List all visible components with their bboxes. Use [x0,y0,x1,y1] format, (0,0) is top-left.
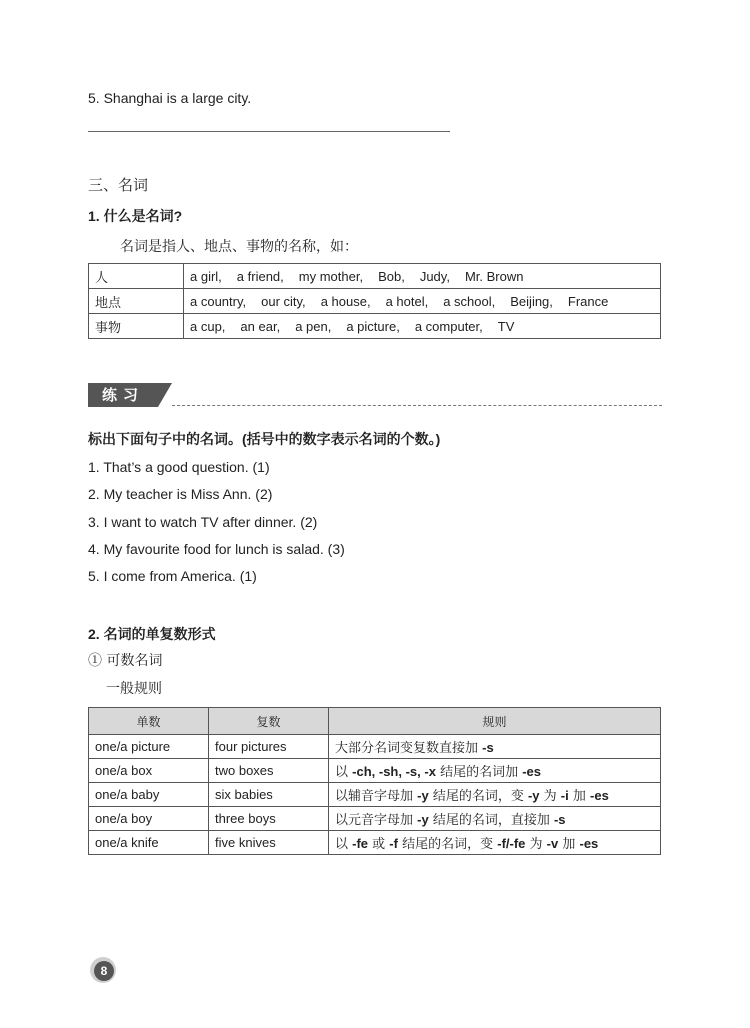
header-rule: 规则 [329,708,661,735]
rule-suffix: -i [560,788,569,803]
noun-example: Beijing, [510,293,553,309]
rule-suffix: -y [417,812,429,827]
noun-examples [184,264,661,289]
practice-item-1: 1. That’s a good question. (1) [88,459,270,475]
noun-examples [184,289,661,314]
table-row [89,783,661,807]
rule-text: 以 [335,837,353,852]
rule-text: 加 [558,837,580,852]
rule-suffix: -fe [352,836,369,851]
plural-cell: four pictures [209,735,329,759]
rule-cell [329,735,661,759]
page-number: 8 [94,961,114,981]
noun-example: Bob, [378,268,405,284]
singular-cell: one/a box [89,759,209,783]
singular-cell: one/a picture [89,735,209,759]
noun-example: a friend, [236,268,284,284]
table-row [89,831,661,855]
noun-example: a picture, [346,318,400,334]
plural-section-title: 2. 名词的单复数形式 [88,626,216,642]
rule-text: 为 [539,789,561,804]
rule-cell [329,831,661,855]
table-row [89,289,661,314]
rule-suffix: -f/-fe [497,836,526,851]
noun-example: my mother, [298,268,364,284]
rule-suffix: -s [482,740,494,755]
rule-text: 结尾的名词，变 [397,837,498,852]
rule-cell [329,759,661,783]
noun-example: a girl, [190,268,222,284]
header-singular: 单数 [89,708,209,735]
general-rules-heading: 一般规则 [106,681,162,697]
singular-cell: one/a baby [89,783,209,807]
rule-cell [329,783,661,807]
noun-category: 人 [89,264,184,289]
noun-category: 地点 [89,289,184,314]
table-row [89,807,661,831]
singular-cell: one/a knife [89,831,209,855]
noun-category: 事物 [89,314,184,339]
rule-text: 加 [568,789,591,804]
noun-example: a computer, [414,318,483,334]
noun-example: a house, [320,293,371,309]
practice-instruction: 标出下面句子中的名词。(括号中的数字表示名词的个数。) [88,431,441,447]
practice-item-5: 5. I come from America. (1) [88,568,257,584]
noun-example: an ear, [240,318,281,334]
practice-tab-slant [158,383,172,407]
rule-suffix: -es [522,764,541,779]
q1-description: 名词是指人、地点、事物的名称，如： [120,239,358,255]
table-row [89,735,661,759]
rule-suffix: -f [389,836,398,851]
practice-item-2: 2. My teacher is Miss Ann. (2) [88,486,273,502]
rule-suffix: -y [417,788,429,803]
noun-example: Mr. Brown [464,268,524,284]
rule-cell [329,807,661,831]
plural-rules-table [88,707,661,855]
q1-title: 1. 什么是名词? [88,208,183,224]
header-plural: 复数 [209,708,329,735]
noun-example: a pen, [295,318,332,334]
noun-example: Judy, [419,268,450,284]
noun-example: a school, [443,293,496,309]
practice-item-3: 3. I want to watch TV after dinner. (2) [88,514,318,530]
table-row [89,759,661,783]
rule-suffix: -es [590,788,609,803]
rule-text: 结尾的名词加 [435,765,523,780]
nouns-table [88,263,661,339]
rule-text: 以辅音字母加 [335,789,418,804]
rule-text: 结尾的名词，直接加 [428,813,554,828]
rule-suffix: -s [553,812,566,827]
table-row [89,264,661,289]
plural-cell: five knives [209,831,329,855]
answer-line [88,131,450,132]
singular-cell: one/a boy [89,807,209,831]
noun-examples [184,314,661,339]
practice-label: 练习 [88,383,158,407]
rule-text: 以元音字母加 [335,813,418,828]
rule-text: 或 [368,837,390,852]
practice-item-4: 4. My favourite food for lunch is salad. (3) [88,541,345,557]
noun-example: a hotel, [385,293,429,309]
rule-suffix: -es [579,836,599,851]
noun-example: France [567,293,609,309]
rule-suffix: -ch, -sh, -s, -x [352,764,436,779]
noun-example: a cup, [190,318,226,334]
rule-suffix: -v [546,836,559,851]
rule-text: 为 [525,837,547,852]
noun-example: a country, [190,293,247,309]
rule-suffix: -y [527,788,540,803]
countable-nouns-heading: ① 可数名词 [88,653,163,669]
practice-divider [172,405,662,406]
plural-cell: three boys [209,807,329,831]
table-row [89,314,661,339]
section-heading: 三、名词 [88,176,149,194]
noun-example: TV [497,318,515,334]
noun-example: our city, [261,293,306,309]
rule-text: 结尾的名词，变 [428,789,528,804]
rule-text: 大部分名词变复数直接加 [335,741,483,756]
prev-exercise-item: 5. Shanghai is a large city. [88,90,252,106]
plural-cell: two boxes [209,759,329,783]
plural-cell: six babies [209,783,329,807]
rule-text: 以 [335,765,353,780]
